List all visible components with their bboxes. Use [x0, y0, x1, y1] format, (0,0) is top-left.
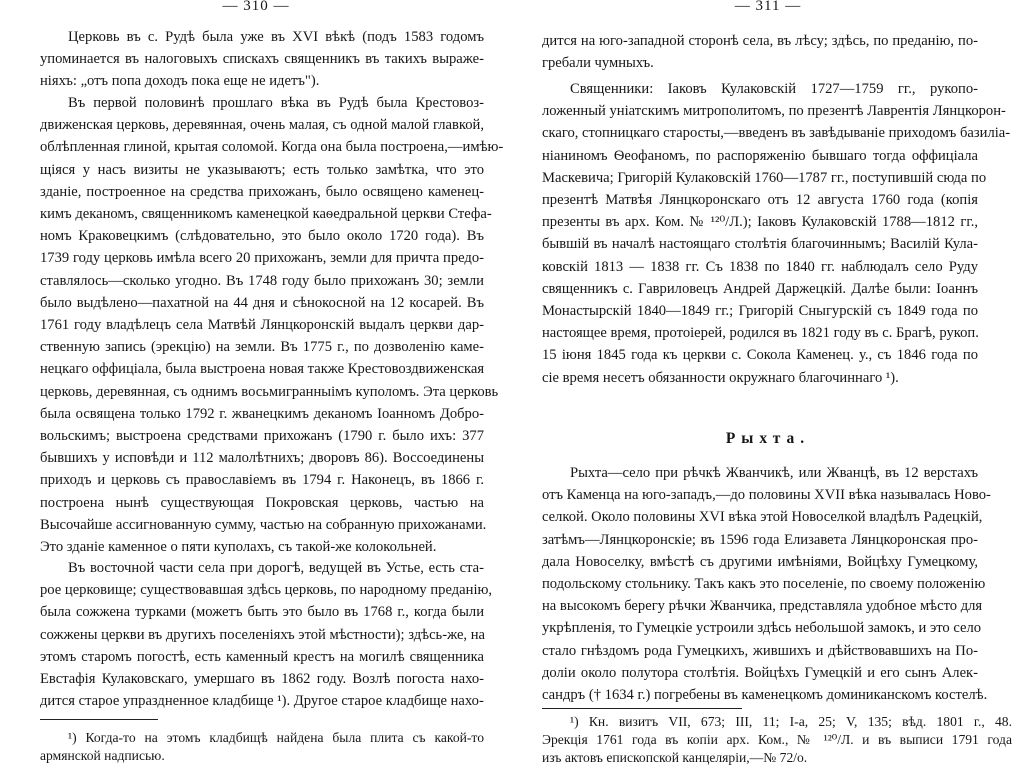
text-line: армянской надписью.: [40, 748, 165, 763]
text-line: было выдѣлено—пахатной на 44 дня и сѣнокосной на 12 косарей. Въ: [40, 294, 484, 311]
paragraph-old-church-site: [40, 557, 493, 712]
text-line: ніаниномъ Ѳеофаномъ, по распоряженію бывшаго тогда оффиціала: [542, 147, 978, 164]
text-line: ковскій 1813 — 1838 гг. Съ 1838 по 1840 гг. наблюдалъ село Руду: [542, 258, 978, 275]
text-line: упоминается въ налоговыхъ спискахъ священникъ въ такихъ выраже-: [40, 51, 484, 68]
footnote-rule: [40, 719, 158, 720]
text-line: презенты въ арх. Ком. № ¹²⁰/Л.); Іаковъ Кулаковскій 1788—1812 гг.,: [542, 214, 978, 231]
text-line: кимъ деканомъ, священникомъ каменецкой каѳедральной церкви Стефа-: [40, 206, 492, 223]
text-line: Маскевича; Григорій Кулаковскій 1760—1787 гг., поступившій сюда по: [542, 169, 987, 186]
text-line: настоящее время, протоіерей, родился въ 1821 году въ с. Брагѣ, рукоп.: [542, 325, 979, 342]
text-line: подольскому стольнику. Такъ какъ это поселеніе, по своему положенію: [542, 576, 986, 593]
text-line: затѣмъ—Лянцкоронскіе; въ 1596 года Елизавета Лянцкоронская про-: [542, 531, 978, 548]
paragraph-priests: [542, 78, 1011, 389]
text-line: зданіе, построенное на средства прихожанъ, было освящено каменец-: [40, 183, 484, 200]
text-line: вольскимъ; выстроена средствами прихожанъ (1790 г. было ихъ: 377: [40, 428, 484, 445]
text-line: гребали чумныхъ.: [542, 55, 654, 72]
text-line: доліи около полутора столѣтія. Войцѣхъ Гумецкій и его сынъ Алек-: [542, 664, 978, 681]
text-line: ственную запись (эрекцію) на земли. Въ 1775 г., по дозволенію каме-: [40, 339, 484, 356]
text-line: 15 іюня 1845 года къ церкви с. Сокола Каменец. у., съ 1846 года по: [542, 347, 978, 364]
section-heading: Рыхта.: [725, 430, 811, 447]
text-line: Евстафія Кулаковскаго, умершаго въ 1862 году. Возлѣ погоста нахо-: [40, 671, 484, 688]
text-line: на высокомъ берегу рѣчки Жванчика, представляла удобное мѣсто для: [542, 598, 983, 615]
text-line: ніяхъ: „отъ попа доходъ пока еще не идетъ").: [40, 73, 320, 90]
text-line: Церковь въ с. Рудѣ была уже въ XVI вѣкѣ (подъ 1583 годомъ: [68, 29, 484, 45]
page-number: — 310 —: [222, 0, 290, 14]
footnote-rule: [542, 708, 742, 709]
text-line: приходъ и церковь съ православіемъ въ 1794 г. Наконецъ, въ 1866 г.: [40, 472, 484, 489]
text-line: Высочайше ассигнованную сумму, частью на собранную прихожанами.: [40, 516, 487, 533]
text-line: церковь, деревянная, съ однимъ восьмигранныімъ куполомъ. Эта церковь: [40, 383, 499, 400]
text-line: изъ актовъ епископской канцеляріи,—№ 72/о.: [542, 750, 808, 765]
text-line: щіяся у насъ визиты не указываютъ; есть только замѣтка, что это: [40, 161, 484, 178]
text-line: бывшій въ началѣ настоящаго столѣтія благочиннымъ; Василій Кула-: [542, 236, 978, 253]
text-line: укрѣпленія, то Гумецкіе устроили здѣсь небольшой замокъ, и это село: [542, 620, 982, 637]
text-line: нецкаго оффиціала, была выстроена новая также Крестовоздвиженская: [40, 361, 485, 378]
text-line: Рыхта—село при рѣчкѣ Жванчикѣ, или Жванцѣ, въ 12 верстахъ: [570, 465, 978, 481]
text-line: Это зданіе каменное о пяти куполахъ, съ такой-же колокольней.: [40, 539, 437, 556]
text-line: Священники: Іаковъ Кулаковскій 1727—1759 гг., рукопо-: [570, 81, 978, 97]
text-line: облѣпленная глиной, крытая соломой. Когда она была построена,—имѣю-: [40, 139, 504, 156]
text-line: священникъ с. Гавриловецъ Андрей Даржецкій. Далѣе были: Іоаннъ: [542, 280, 978, 297]
text-line: скаго, стопницкаго старосты,—введенъ въ завѣдываніе приходомъ базиліа-: [542, 125, 1011, 142]
text-line: ¹) Кн. визитъ VII, 673; III, 11; І-а, 25; V, 135; вѣд. 1801 г., 48.: [570, 714, 1012, 729]
text-line: презентѣ Матвѣя Лянцкоронскаго отъ 12 августа 1760 года (копія: [542, 192, 978, 209]
text-line: дится старое упраздненное кладбище ¹). Другое старое кладбище нахо-: [40, 693, 484, 710]
text-line: ложенный уніатскимъ митрополитомъ, по презентѣ Лаврентія Лянцкорон-: [542, 103, 1006, 120]
text-line: сіе время несетъ обязанности окружнаго благочиннаго ¹).: [542, 369, 899, 386]
text-line: стало гнѣздомъ рода Гумецкихъ, жившихъ и дѣйствовавшихъ на По-: [542, 642, 978, 659]
text-line: ¹) Когда-то на этомъ кладбищѣ найдена была плита съ какой-то: [68, 730, 484, 745]
page-number: — 311 —: [734, 0, 802, 14]
text-line: движенская церковь, деревянная, очень малая, съ одной малой главкой,: [40, 117, 484, 134]
text-line: этомъ старомъ погостѣ, есть каменный крестъ на могилѣ священника: [40, 648, 484, 665]
right-page: [512, 0, 1024, 776]
text-line: построена нынѣ существующая Покровская церковь, частью на: [40, 494, 484, 511]
paragraph-church-history: [40, 92, 504, 558]
text-line: бывшихъ у исповѣди и 112 малолѣтнихъ; дворовъ 86). Воссоединены: [40, 450, 484, 467]
text-line: была освящена только 1792 г. жванецкимъ деканомъ Іоанномъ Добро-: [40, 405, 484, 422]
text-line: отъ Каменца на юго-западъ,—до половины XVII вѣка называлась Ново-: [542, 487, 991, 504]
text-line: сандръ († 1634 г.) погребены въ каменецкомъ доминиканскомъ костелѣ.: [542, 687, 988, 704]
text-line: Въ восточной части села при дорогѣ, ведущей въ Устье, есть ста-: [68, 560, 484, 576]
text-line: рое церковище; существовавшая здѣсь церковь, по народному преданію,: [40, 582, 493, 599]
text-line: Въ первой половинѣ прошлаго вѣка въ Рудѣ была Крестовоз-: [68, 95, 484, 111]
footnote: [40, 729, 484, 765]
text-line: номъ Краковецкимъ (слѣдовательно, это было около 1720 года). Въ: [40, 228, 484, 245]
text-line: дала Новоселку, вмѣстѣ съ другими имѣніями, Войцѣху Гумецкому,: [542, 553, 978, 570]
text-line: 1739 году церковь имѣла всего 20 прихожанъ, земли для причта предо-: [40, 250, 484, 267]
text-line: была сожжена турками (можетъ быть это было въ 1768 г., когда были: [40, 604, 484, 621]
text-line: Эрекція 1761 года въ копіи арх. Ком., № ¹²⁰/Л. и въ выписи 1791 года: [542, 732, 1012, 747]
text-line: 1761 году владѣлецъ села Матвѣй Лянцкоронскій выдалъ церкви дар-: [40, 317, 484, 334]
text-line: дится на юго-западной сторонѣ села, въ лѣсу; здѣсь, по преданію, по-: [542, 33, 978, 49]
paragraph-burials: [542, 30, 978, 74]
text-line: Монастырскій 1840—1849 гг.; Григорій Сныгурскій съ 1849 года по: [542, 303, 978, 320]
text-line: ставлялось—сколько угодно. Въ 1748 году было прихожанъ 30; земли: [40, 272, 484, 289]
text-line: селкой. Около половины XVI вѣка этой Новоселкой владѣлъ Радецкій,: [542, 509, 983, 526]
text-line: сожжены церкви въ другихъ поселеніяхъ этой мѣстности); здѣсь-же, на: [40, 626, 486, 643]
footnote: [542, 713, 1012, 767]
paragraph-rykhta: [542, 462, 991, 706]
paragraph-church-intro: [40, 26, 484, 93]
